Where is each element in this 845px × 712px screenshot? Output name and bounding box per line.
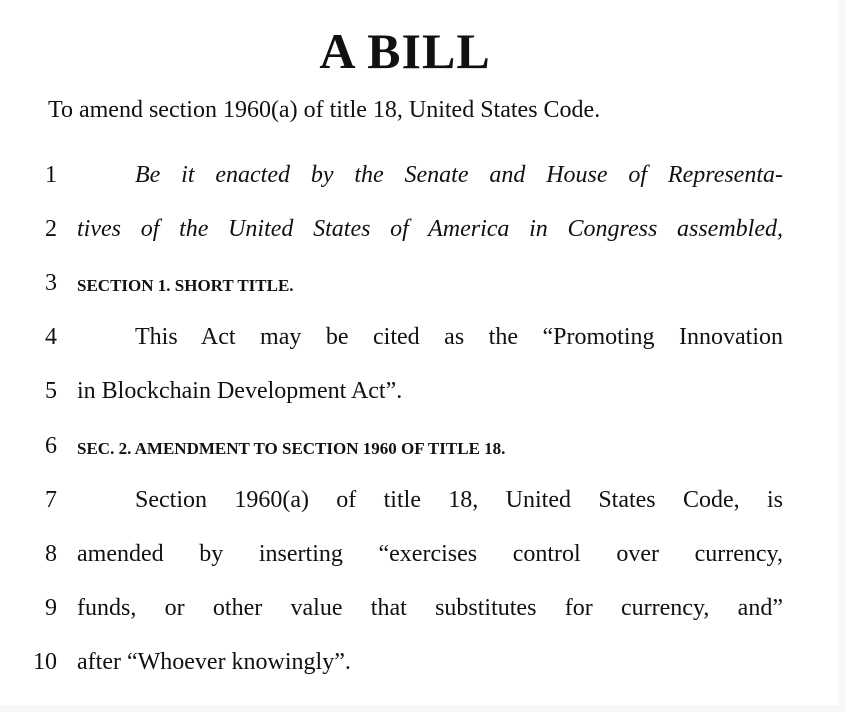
section-heading: SEC. 2. AMENDMENT TO SECTION 1960 OF TITLE 18. [77,439,506,458]
line-4 [0,324,845,364]
line-5 [0,378,845,418]
bill-title: A BILL [319,23,491,79]
line-number: 7 [45,487,57,513]
line-number: 6 [45,433,57,459]
line-number: 2 [45,216,57,242]
body-text: in Blockchain Development Act”. [77,378,403,404]
body-text: funds, or other value that substitutes for currency, and” [77,595,783,621]
bill-subtitle: To amend section 1960(a) of title 18, United States Code. [48,97,601,123]
body-text: amended by inserting “exercises control over currency, [77,541,783,567]
line-2 [0,216,845,256]
line-number: 4 [45,324,57,350]
line-8 [0,541,845,581]
body-text: after “Whoever knowingly”. [77,649,351,675]
section-heading: SECTION 1. SHORT TITLE. [77,276,294,295]
line-6 [0,433,845,473]
enacting-clause: tives of the United States of America in Congress assembled, [77,216,783,242]
line-number: 1 [45,162,57,188]
line-number: 8 [45,541,57,567]
line-7 [0,487,845,527]
line-1 [0,162,845,202]
line-number: 3 [45,270,57,296]
body-text: This Act may be cited as the “Promoting Innovation [135,324,783,350]
line-3 [0,270,845,310]
line-number: 9 [45,595,57,621]
enacting-clause: Be it enacted by the Senate and House of Representa- [135,162,783,188]
line-10 [0,649,845,689]
line-number: 10 [33,649,57,675]
line-9 [0,595,845,635]
body-text: Section 1960(a) of title 18, United States Code, is [135,487,783,513]
line-number: 5 [45,378,57,404]
